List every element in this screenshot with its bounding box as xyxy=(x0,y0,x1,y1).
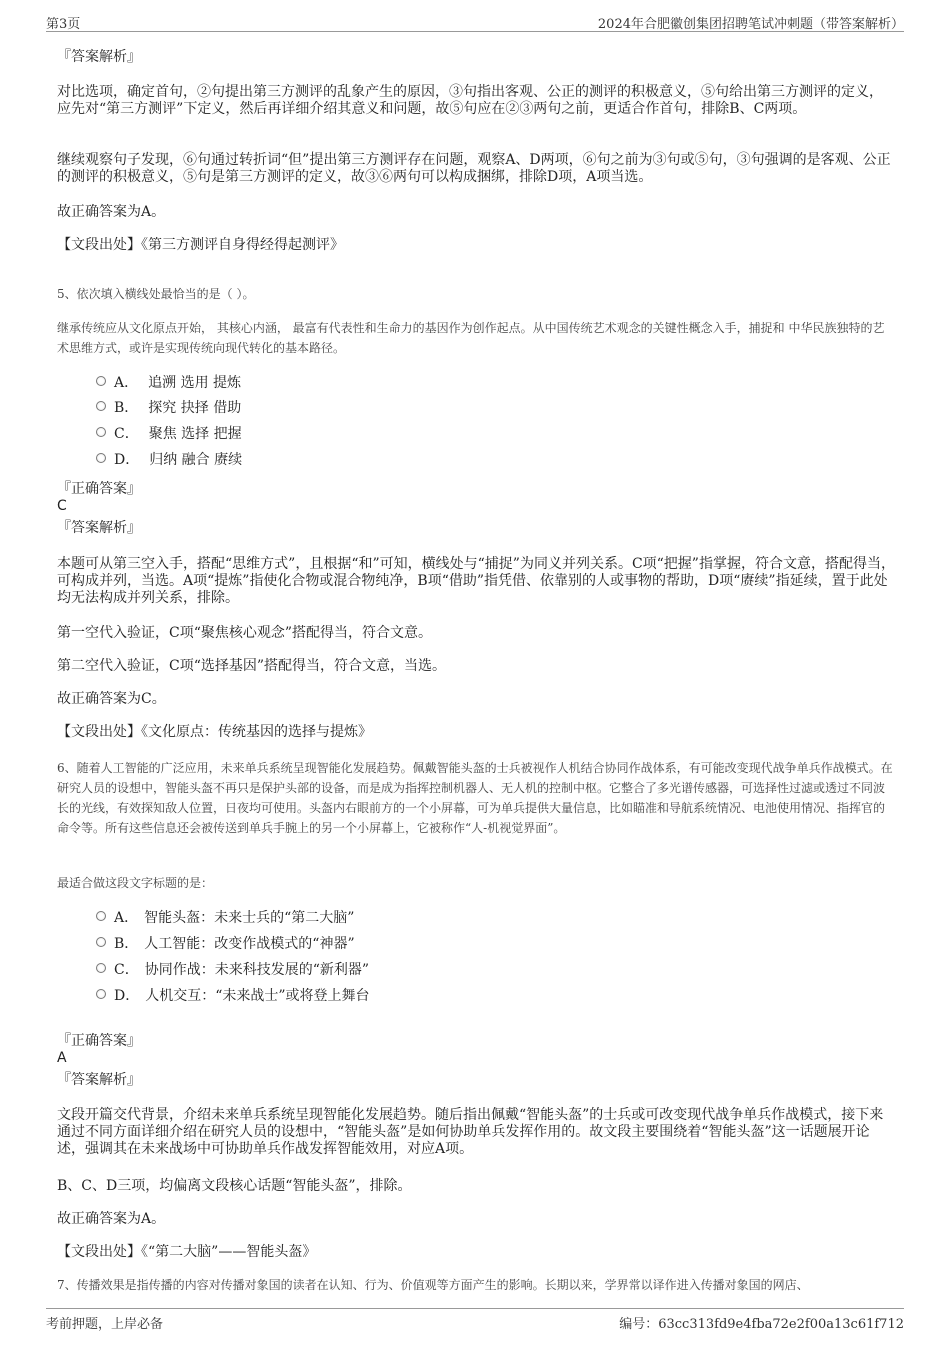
option-letter: B． xyxy=(114,400,139,416)
q6-analysis-p2: B、C、D三项，均偏离文段核心话题“智能头盔”，排除。 xyxy=(57,1178,412,1194)
q5-question: 5、依次填入横线处最恰当的是（ ）。 xyxy=(57,287,255,301)
q5-analysis-p3: 第二空代入验证，C项“选择基因”搭配得当，符合文意，当选。 xyxy=(57,658,447,674)
option-text: 人工智能：改变作战模式的“神器” xyxy=(144,936,355,952)
radio-icon[interactable] xyxy=(96,376,106,386)
q5-option-a[interactable] xyxy=(96,375,241,395)
q5-answer-statement: 故正确答案为C。 xyxy=(57,691,166,707)
option-text: 智能头盔：未来士兵的“第二大脑” xyxy=(144,910,355,926)
option-text: 协同作战：未来科技发展的“新利器” xyxy=(144,962,370,978)
q6-prompt: 最适合做这段文字标题的是： xyxy=(57,876,214,890)
q6-analysis-p1: 文段开篇交代背景，介绍未来单兵系统呈现智能化发展趋势。随后指出佩戴“智能头盔”的士兵或可改变现代战争单兵作战模式，接下来通过不同方面详细介绍在研究人员的设想中，“智能头盔”是如何协助单兵发挥作用的。故文段主要围绕着“智能头盔”这一话题展开论述，强调其在未来战场中可协助单兵作战发挥智能效用，对应A项。 xyxy=(57,1107,884,1157)
q6-answer-statement: 故正确答案为A。 xyxy=(57,1211,166,1227)
q6-correct-label: 『正确答案』 xyxy=(57,1033,141,1049)
q5-correct-label: 『正确答案』 xyxy=(57,481,141,497)
q5-analysis-p1: 本题可从第三空入手，搭配“思维方式”，且根据“和”可知，横线处与“捕捉”为同义并列关系。C项“把握”指掌握，符合文意，搭配得当，可构成并列，当选。A项“提炼”指使化合物或混合物纯净，B项“借助”指凭借、依靠别的人或事物的帮助，D项“赓续”指延续，置于此处均无法构成并列关系，排除。 xyxy=(57,556,895,606)
q6-correct-answer: A xyxy=(57,1050,67,1066)
option-text: 聚焦 选择 把握 xyxy=(148,426,242,442)
q5-option-d[interactable] xyxy=(96,452,242,472)
document-id: 编号：63cc313fd9e4fba72e2f00a13c61f712 xyxy=(619,1317,904,1332)
q6-option-b[interactable] xyxy=(96,936,355,956)
footer-slogan: 考前押题，上岸必备 xyxy=(46,1317,164,1332)
q6-option-d[interactable] xyxy=(96,988,370,1008)
q5-passage: 继承传统应从文化原点开始， 其核心内涵， 最富有代表性和生命力的基因作为创作起点。从中国传统艺术观念的关键性概念入手，捕捉和 中华民族独特的艺术思维方式，或许是实现传统向现代转化的基本路径。 xyxy=(57,321,885,355)
q5-option-b[interactable] xyxy=(96,400,241,420)
footer-divider xyxy=(46,1308,904,1309)
option-letter: C． xyxy=(114,426,139,442)
q5-option-c[interactable] xyxy=(96,426,242,446)
radio-icon[interactable] xyxy=(96,911,106,921)
page-number: 第3页 xyxy=(46,17,81,32)
option-text: 归纳 融合 赓续 xyxy=(149,452,243,468)
option-letter: A． xyxy=(114,910,139,926)
q6-analysis-label: 『答案解析』 xyxy=(57,1072,141,1088)
option-letter: A． xyxy=(114,375,139,391)
option-text: 人机交互：“未来战士”或将登上舞台 xyxy=(145,988,370,1004)
q6-question: 6、随着人工智能的广泛应用，未来单兵系统呈现智能化发展趋势。佩戴智能头盔的士兵被视作人机结合协同作战体系，有可能改变现代战争单兵作战模式。在研究人员的设想中，智能头盔不再只是保护头部的设备，而是成为指挥控制机器人、无人机的控制中枢。它整合了多光谱传感器，可选择性过滤或透过不同波长的光线，有效探知敌人位置，日夜均可使用。头盔内右眼前方的一个小屏幕，可为单兵提供大量信息，比如瞄准和导航系统情况、电池使用情况、指挥官的命令等。所有这些信息还会被传送到单兵手腕上的另一个小屏幕上，它被称作“人-机视觉界面”。 xyxy=(57,761,893,835)
q4-analysis-p2: 继续观察句子发现，⑥句通过转折词“但”提出第三方测评存在问题，观察A、D两项，⑥句之前为③句或⑤句，③句强调的是客观、公正的测评的积极意义，⑤句是第三方测评的定义，故③⑥两句可以构成捆绑，排除D项，A项当选。 xyxy=(57,152,891,185)
q5-analysis-p2: 第一空代入验证，C项“聚焦核心观念”搭配得当，符合文意。 xyxy=(57,625,433,641)
option-letter: D． xyxy=(114,988,140,1004)
radio-icon[interactable] xyxy=(96,989,106,999)
q4-analysis-p1: 对比选项，确定首句，②句提出第三方测评的乱象产生的原因，③句指出客观、公正的测评的积极意义，⑤句给出第三方测评的定义，应先对“第三方测评”下定义，然后再详细介绍其意义和问题，故⑤句应在②③两句之前，更适合作首句，排除B、C两项。 xyxy=(57,84,883,117)
q6-option-a[interactable] xyxy=(96,910,354,930)
q5-correct-answer: C xyxy=(57,498,67,514)
option-letter: B． xyxy=(114,936,139,952)
radio-icon[interactable] xyxy=(96,401,106,411)
q5-analysis-label: 『答案解析』 xyxy=(57,520,141,536)
q4-analysis-label: 『答案解析』 xyxy=(57,49,141,65)
radio-icon[interactable] xyxy=(96,963,106,973)
q4-source: 【文段出处】《第三方测评自身得经得起测评》 xyxy=(57,237,344,253)
q7-question: 7、传播效果是指传播的内容对传播对象国的读者在认知、行为、价值观等方面产生的影响。长期以来，学界常以译作进入传播对象国的网店、 xyxy=(57,1278,809,1292)
radio-icon[interactable] xyxy=(96,427,106,437)
option-letter: C． xyxy=(114,962,139,978)
radio-icon[interactable] xyxy=(96,937,106,947)
option-text: 探究 抉择 借助 xyxy=(148,400,242,416)
header-divider xyxy=(46,31,904,32)
q6-option-c[interactable] xyxy=(96,962,369,982)
radio-icon[interactable] xyxy=(96,453,106,463)
option-letter: D． xyxy=(114,452,140,468)
q6-source: 【文段出处】《“第二大脑”——智能头盔》 xyxy=(57,1244,317,1260)
option-text: 追溯 选用 提炼 xyxy=(148,375,242,391)
q4-answer-statement: 故正确答案为A。 xyxy=(57,204,166,220)
q5-source: 【文段出处】《文化原点：传统基因的选择与提炼》 xyxy=(57,724,372,740)
document-title: 2024年合肥徽创集团招聘笔试冲刺题（带答案解析） xyxy=(597,17,904,32)
